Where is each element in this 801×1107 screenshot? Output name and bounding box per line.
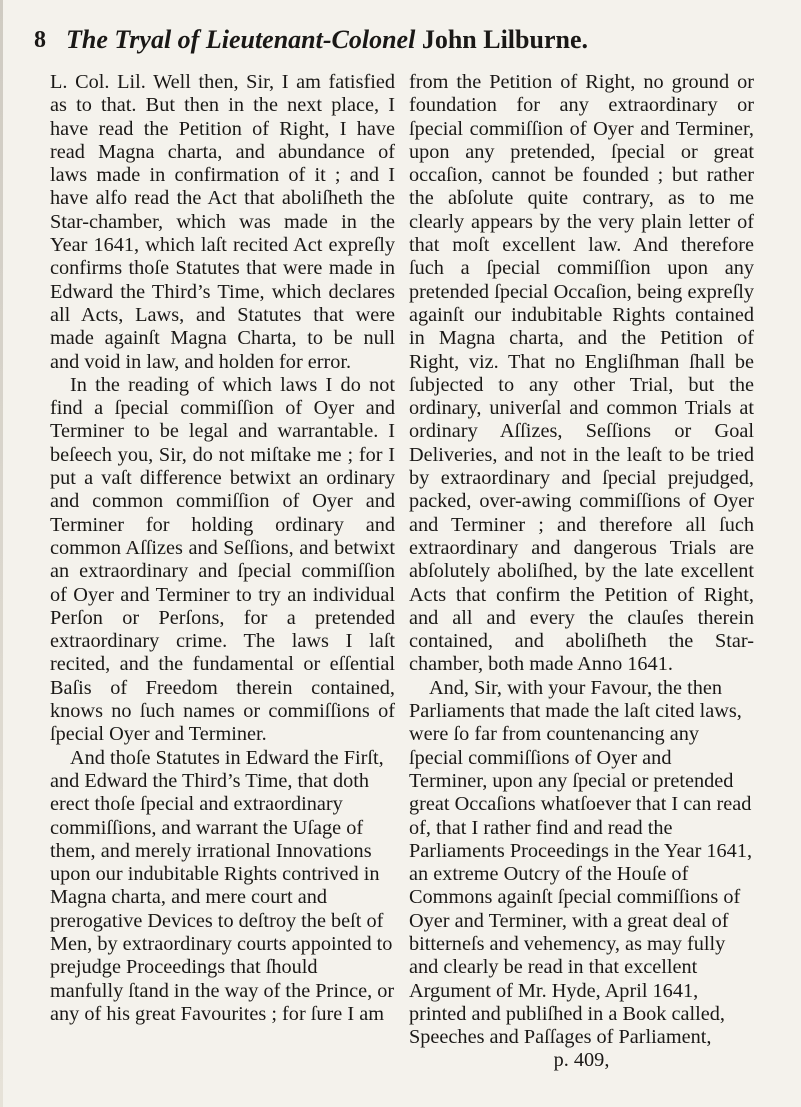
page-number: 8 [34,27,46,53]
right-column [409,71,754,1073]
paragraph: In the reading of which laws I do not find a ſpecial commiſſion of Oyer and Terminer to be legal and warrantable. I beſeech you, Sir, do not miſtake me ; for I put a vaſt difference betwixt an ordinary and common commiſſion of Oyer and Terminer for holding ordinary and common Aſſizes and Seſſions, and betwixt an extraordinary and ſpecial commiſſion of Oyer and Terminer to try an individual Perſon or Perſons, for a pretended extraordinary crime. The laws I laſt recited, and the fundamental or eſſential Baſis of Freedom therein contained, knows no ſuch names or commiſſions of ſpecial Oyer and Terminer. [50,373,395,746]
running-title-name: John Lilburne. [421,25,588,54]
running-header [34,20,774,60]
running-title [66,20,588,60]
page-edge [0,0,3,1107]
paragraph: And, Sir, with your Favour, the then Parliaments that made the laſt cited laws, were ſo far from countenancing any ſpecial commiſſions of Oyer and Terminer, upon any ſpecial or pretended great Occaſions whatſoever that I can read of, that I rather find and read the Parliaments Proceedings in the Year 1641, an extreme Outcry of the Houſe of Commons againſt ſpecial commiſſions of Oyer and Terminer, with a great deal of bitterneſs and vehemency, as may fully and clearly be read in that excellent Argument of Mr. Hyde, April 1641, printed and publiſhed in a Book called, Speeches and Paſſages of Parliament, [409,676,753,1049]
running-title-italic: The Tryal of Lieutenant-Colonel [66,25,422,54]
left-column [50,71,395,1026]
paragraph: from the Petition of Right, no ground or foundation for any extraordinary or ſpecial commiſſion of Oyer and Terminer, upon any pretended, ſpecial or great occaſion, cannot be founded ; but rather the abſolute quite contrary, as to me clearly appears by the very plain letter of that moſt excellent law. And therefore ſuch a ſpecial commiſſion upon any pretended ſpecial Occaſion, being expreſly againſt our indubitable Rights contained in Magna charta, and the Petition of Right, viz. That no Engliſhman ſhall be ſubjected to any other Trial, but the ordinary, univerſal and common Trials at ordinary Aſſizes, Seſſions or Goal Deliveries, and not in the leaſt to be tried by extraordinary and ſpecial prejudged, packed, over-awing commiſſions of Oyer and Terminer ; and therefore all ſuch extraordinary and dangerous Trials are abſolutely aboliſhed, by the late excellent Acts that confirm the Petition of Right, and all and every the clauſes therein contained, and aboliſheth the Star-chamber, both made Anno 1641. [409,71,754,676]
page-reference: p. 409, [553,1049,610,1072]
paragraph: And thoſe Statutes in Edward the Firſt, and Edward the Third’s Time, that doth erect thoſe ſpecial and extraordinary commiſſions, and warrant the Uſage of them, and merely irrational Innovations upon our indubitable Rights contrived in Magna charta, and mere court and prerogative Devices to deſtroy the beſt of Men, by extraordinary courts appointed to prejudge Proceedings that ſhould manfully ſtand in the way of the Prince, or any of his great Favourites ; for ſure I am [50,746,395,1025]
paragraph: L. Col. Lil. Well then, Sir, I am fatisfied as to that. But then in the next place, I have read the Petition of Right, I have read Magna charta, and abundance of laws made in confirmation of it ; and I have alfo read the Act that aboliſheth the Star-chamber, which was made in the Year 1641, which laſt recited Act expreſly confirms thoſe Statutes that were made in Edward the Third’s Time, which declares all Acts, Laws, and Statutes that were made againſt Magna Charta, to be null and void in law, and holden for error. [50,71,395,373]
